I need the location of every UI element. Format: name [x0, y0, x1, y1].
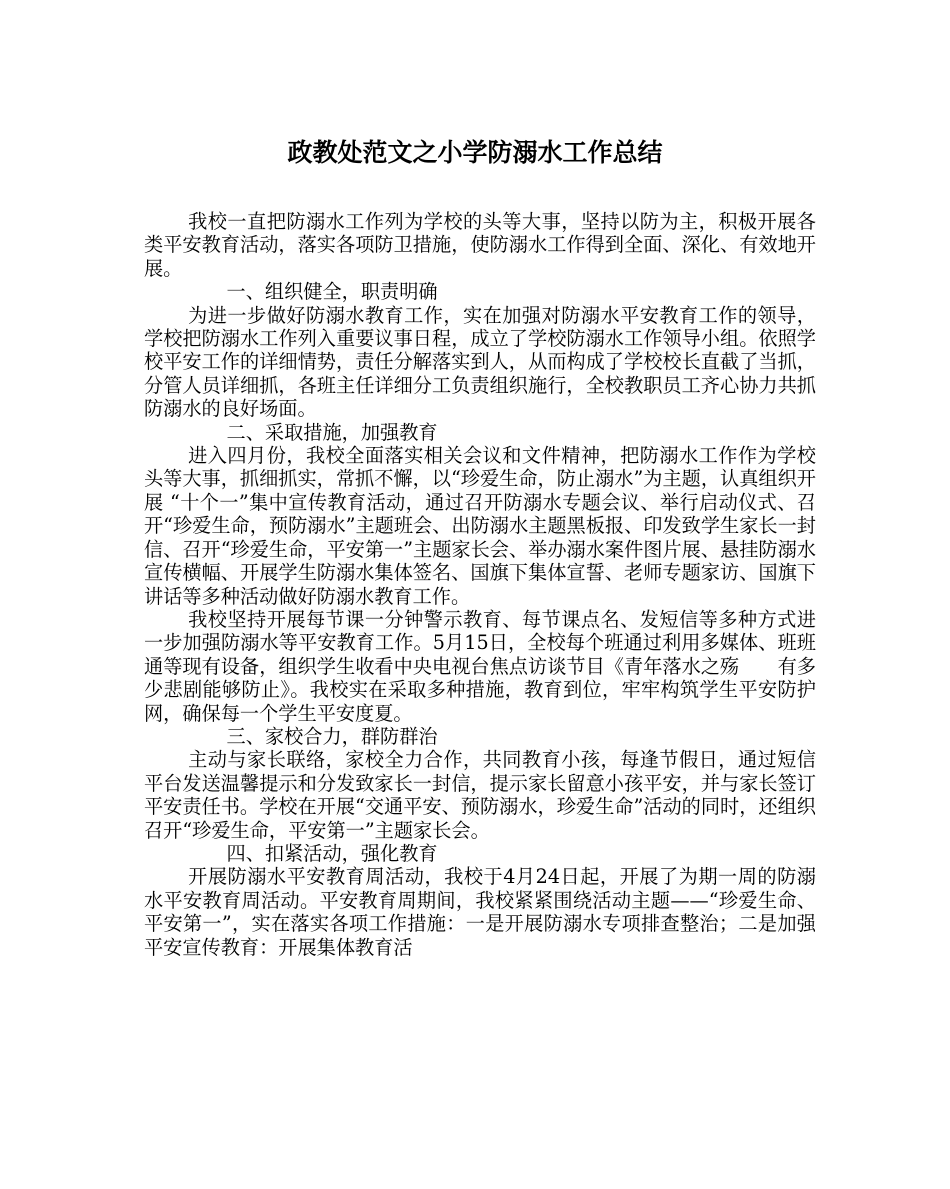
section-heading-1: 一、组织健全，职责明确 [226, 280, 438, 304]
paragraph-home-school: 主动与家长联络，家校全力合作，共同教育小孩，每逢节假日，通过短信平台发送温馨提示和分发致家长一封信，提示家长留意小孩平安，并与家长签订平安责任书。学校在开展“交通平安、预防溺水，珍爱生命”活动的同时，还组织召开“珍爱生命，平安第一”主题家长会。 [144, 748, 816, 842]
paragraph-warning-education: 我校坚持开展每节课一分钟警示教育、每节课点名、发短信等多种方式进一步加强防溺水等平安教育工作。5月15日，全校每个班通过利用多媒体、班班通等现有设备，组织学生收看中央电视台焦点访谈节目《青年落水之殇 有多少悲剧能够防止》。我校实在采取多种措施，教育到位，牢牢构筑学生平安防护网，确保每一个学生平安度夏。 [144, 607, 816, 725]
section-heading-2: 二、采取措施，加强教育 [226, 420, 438, 444]
paragraph-activities: 开展防溺水平安教育周活动，我校于4月24日起，开展了为期一周的防溺水平安教育周活动。平安教育周期间，我校紧紧围绕活动主题——“珍爱生命、平安第一”，实在落实各项工作措施：一是开展防溺水专项排查整治；二是加强平安宣传教育：开展集体教育活 [144, 865, 816, 959]
document-title: 政教处范文之小学防溺水工作总结 [287, 138, 663, 167]
paragraph-organization: 为进一步做好防溺水教育工作，实在加强对防溺水平安教育工作的领导，学校把防溺水工作列入重要议事日程，成立了学校防溺水工作领导小组。依照学校平安工作的详细情势，责任分解落实到人，从而构成了学校校长直截了当抓，分管人员详细抓，各班主任详细分工负责组织施行，全校教职员工齐心协力共抓防溺水的良好场面。 [144, 303, 816, 421]
paragraph-measures: 进入四月份，我校全面落实相关会议和文件精神，把防溺水工作作为学校头等大事，抓细抓实，常抓不懈，以“珍爱生命，防止溺水”为主题，认真组织开展 “十个一”集中宣传教育活动，通过召开防溺水专题会议、举行启动仪式、召开“珍爱生命，预防溺水”主题班会、出防溺水主题黑板报、印发致学生家长一封信、召开“珍爱生命，平安第一”主题家长会、举办溺水案件图片展、悬挂防溺水宣传横幅、开展学生防溺水集体签名、国旗下集体宣誓、老师专题家访、国旗下讲话等多种活动做好防溺水教育工作。 [144, 444, 816, 608]
paragraph-intro: 我校一直把防溺水工作列为学校的头等大事，坚持以防为主，积极开展各类平安教育活动，落实各项防卫措施，使防溺水工作得到全面、深化、有效地开展。 [144, 210, 816, 280]
document-body [144, 210, 816, 959]
section-heading-3: 三、家校合力，群防群治 [226, 724, 438, 748]
section-heading-4: 四、扣紧活动，强化教育 [226, 841, 438, 865]
